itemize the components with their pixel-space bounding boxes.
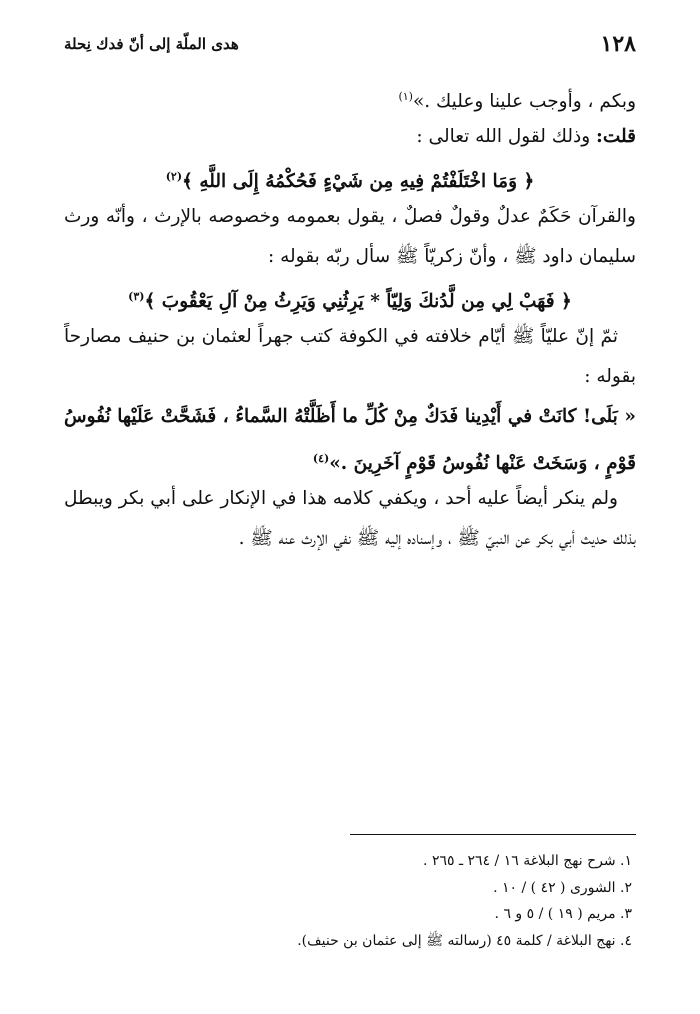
line-text: وذلك لقول الله تعالى : — [416, 126, 597, 147]
footnote-ref: (٣) — [128, 290, 145, 303]
page-header — [64, 30, 636, 58]
text-line: بقوله : — [584, 366, 636, 387]
footnote-ref: (٢) — [165, 170, 183, 183]
qult-label: قلت: — [596, 126, 636, 147]
footnotes — [64, 848, 636, 954]
footnote-divider — [350, 834, 636, 835]
text-line — [64, 78, 636, 118]
quote-line: « بَلَى! كانَتْ في أَيْدِينا فَدَكٌ مِنْ كُلِّ ما أَظَلَّتْهُ السَّماءُ ، فَشَحَّتْ عَلَيْها نُفُوسُ — [64, 406, 636, 427]
verse-text: ﴿ فَهَبْ لِي مِن لَّدُنكَ وَلِيّاً * يَرِثُنِي وَيَرِثُ مِنْ آلِ يَعْقُوبَ ﴾ — [144, 291, 572, 313]
quran-verse — [64, 278, 636, 318]
footnote: ٣. مريم ( ١٩ ) / ٥ و ٦ . — [494, 906, 632, 922]
running-title: هدى الملّة إلى أنّ فدك نِحلة — [64, 35, 239, 53]
quote-line — [64, 440, 636, 480]
text-line: بذلك حديث أبي بكر عن النبيّ ﷺ ، وإسناده إليه ﷺ نفي الإرث عنه ﷺ . — [238, 528, 636, 549]
page-number: ١٢٨ — [600, 31, 636, 57]
quran-verse — [64, 158, 636, 198]
footnote-ref: (٤) — [312, 452, 330, 465]
text-line — [64, 118, 636, 158]
text-line: ولم ينكر أيضاً عليه أحد ، ويكفي كلامه هذا في الإنكار على أبي بكر ويبطل — [64, 488, 618, 509]
footnote-ref: (١) — [398, 90, 413, 103]
line-text: وبكم ، وأوجب علينا وعليك .» — [412, 91, 636, 113]
verse-text: ﴿ وَمَا اخْتَلَفْتُمْ فِيهِ مِن شَيْءٍ فَحُكْمُهُ إِلَى اللَّهِ ﴾ — [182, 171, 535, 193]
page-body — [64, 78, 636, 560]
text-line: ثمّ إنّ عليّاً ﷺ أيّام خلافته في الكوفة كتب جهراً لعثمان بن حنيف مصارحاً — [64, 326, 618, 347]
text-line: سليمان داود ﷺ ، وأنّ زكريّاً ﷺ سأل ربّه بقوله : — [268, 246, 636, 267]
footnote: ٤. نهج البلاغة / كلمة ٤٥ (رسالته ﷺ إلى عثمان بن حنيف). — [297, 932, 632, 949]
footnote: ٢. الشورى ( ٤٢ ) / ١٠ . — [493, 879, 632, 896]
quote-text: قَوْمٍ ، وَسَخَتْ عَنْها نُفُوسُ قَوْمٍ آخَرِينَ .» — [329, 453, 636, 475]
footnote: ١. شرح نهج البلاغة ١٦ / ٢٦٤ ـ ٢٦٥ . — [423, 853, 632, 869]
text-line: والقرآن حَكَمٌ عدلٌ وقولٌ فصلٌ ، يقول بعمومه وخصوصه بالإرث ، وأنّه ورث — [64, 206, 636, 227]
